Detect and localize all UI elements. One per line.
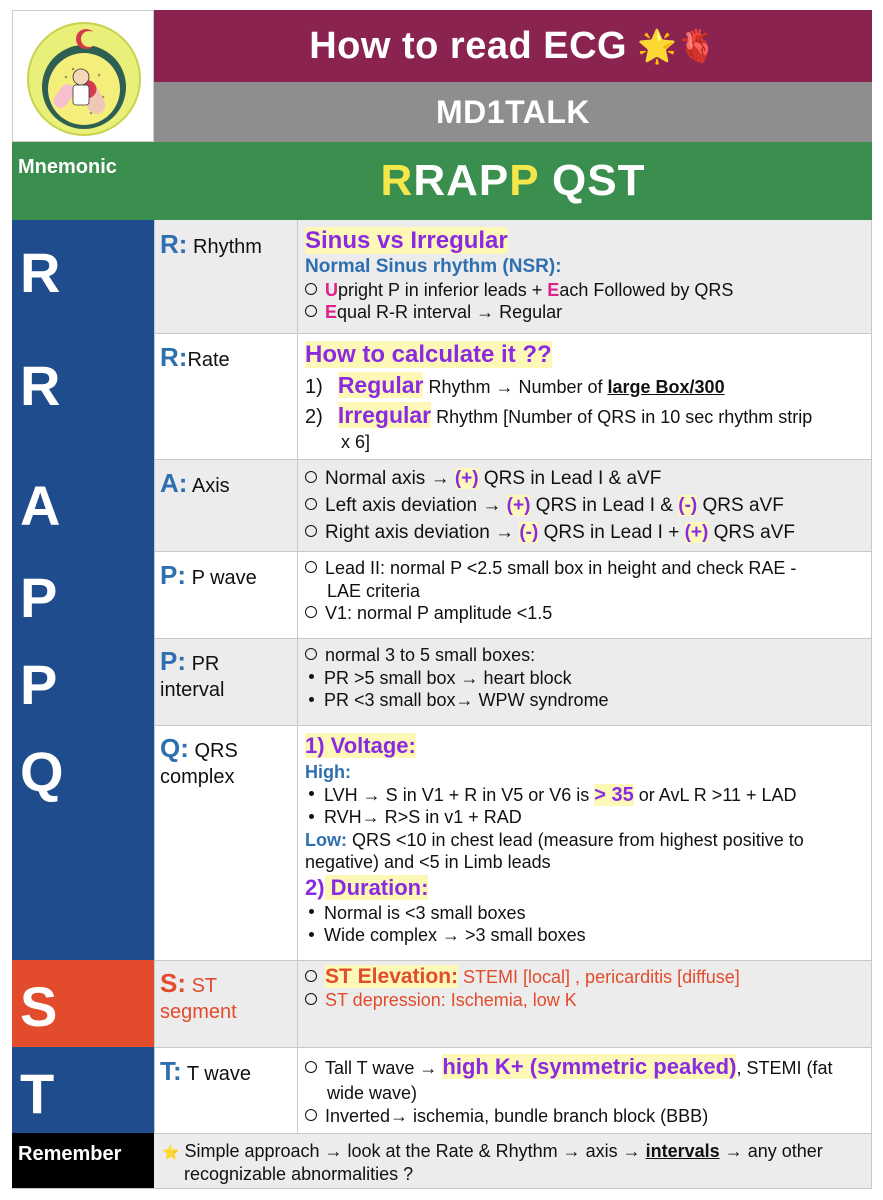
star-icon: ⭐ xyxy=(162,1144,180,1160)
row-letter-r: R xyxy=(12,220,154,333)
brand-banner xyxy=(154,82,872,142)
row-desc-st-segment: ST Elevation: STEMI [local] , pericarditis [diffuse] ST depression: Ischemia, low K xyxy=(297,960,872,1047)
row-name-axis: A: Axis xyxy=(154,459,297,551)
row-name-rate: R:Rate xyxy=(154,333,297,459)
brand-name: MD1TALK xyxy=(436,93,590,130)
row-letter-q: Q xyxy=(12,725,154,960)
logo-cell xyxy=(12,10,154,142)
row-letter-s: S xyxy=(12,960,154,1047)
row-desc-rate: How to calculate it ?? 1) Regular Rhythm → Number of large Box/300 2) Irregular Rhythm [Number of QRS in 10 sec rhythm strip x 6] xyxy=(297,333,872,459)
mnemonic-label-cell xyxy=(12,142,154,220)
row-desc-pr-interval: normal 3 to 5 small boxes: PR >5 small box → heart block PR <3 small box→ WPW syndrome xyxy=(297,638,872,725)
page-title: How to read ECG xyxy=(309,24,628,67)
row-letter-p: P xyxy=(12,551,154,638)
row-name-rhythm: R: Rhythm xyxy=(154,220,297,333)
mnemonic-text: RRAPP QST xyxy=(380,156,646,205)
row-letter-r2: R xyxy=(12,333,154,459)
row-name-st-segment: S: ST segment xyxy=(154,960,297,1047)
row-desc-rhythm: Sinus vs Irregular Normal Sinus rhythm (NSR): Upright P in inferior leads + Each Followed by QRS Equal R-R interval → Regular xyxy=(297,220,872,333)
remember-text: ⭐ Simple approach → look at the Rate & Rhythm → axis → intervals → any other recognizable abnormalities ? xyxy=(154,1133,872,1188)
row-name-p-wave: P: P wave xyxy=(154,551,297,638)
doctor-pills-logo-icon xyxy=(21,17,147,137)
row-letter-t: T xyxy=(12,1047,154,1133)
remember-label: Remember xyxy=(18,1143,122,1165)
row-name-pr-interval: P: PR interval xyxy=(154,638,297,725)
row-desc-qrs: 1) Voltage: High: LVH → S in V1 + R in V5 or V6 is > 35 or AvL R >11 + LAD RVH→ R>S in v1 + RAD Low: QRS <10 in chest lead (measure from highest positive to negative) and <5 in Limb leads 2) Duration: Normal is <3 small boxes Wide complex → >3 small boxes xyxy=(297,725,872,960)
row-desc-p-wave: Lead II: normal P <2.5 small box in height and check RAE - LAE criteria V1: normal P amplitude <1.5 xyxy=(297,551,872,638)
mnemonic-cell xyxy=(154,142,872,220)
row-desc-t-wave: Tall T wave → high K+ (symmetric peaked), STEMI (fat wide wave) Inverted→ ischemia, bundle branch block (BBB) xyxy=(297,1047,872,1133)
row-desc-axis: Normal axis → (+) QRS in Lead I & aVF Left axis deviation → (+) QRS in Lead I & (-) QRS aVF Right axis deviation → (-) QRS in Lead I + (+) QRS aVF xyxy=(297,459,872,551)
title-banner xyxy=(154,10,872,82)
row-letter-p2: P xyxy=(12,638,154,725)
row-letter-a: A xyxy=(12,459,154,551)
row-name-t-wave: T: T wave xyxy=(154,1047,297,1133)
mnemonic-label: Mnemonic xyxy=(18,156,117,178)
row-name-qrs: Q: QRS complex xyxy=(154,725,297,960)
star-heart-icon: 🌟🫀 xyxy=(637,28,717,64)
remember-label-cell xyxy=(12,1133,154,1188)
